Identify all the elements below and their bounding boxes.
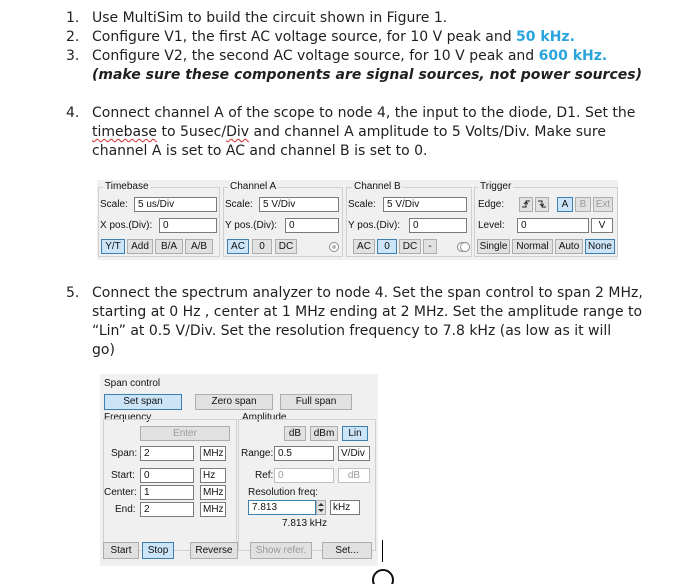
resolution-field[interactable]: 7.813 <box>248 500 316 515</box>
dbm-button[interactable]: dBm <box>310 426 338 441</box>
step-line: to 5usec/ <box>157 124 227 140</box>
step-text: Configure V2, the second AC voltage source, for 10 V peak and <box>92 48 539 64</box>
stop-button[interactable]: Stop <box>142 542 174 559</box>
step-number: 2. <box>66 29 80 45</box>
center-label: Center: <box>104 487 137 498</box>
step-text: Configure V1, the first AC voltage source, for 10 V peak and <box>92 29 517 45</box>
channel-a-radio[interactable] <box>329 242 339 252</box>
channel-b-ypos-field[interactable]: 0 <box>409 218 467 233</box>
channel-a-scale-field[interactable]: 5 V/Div <box>259 197 339 212</box>
channel-b-scale-label: Scale: <box>348 199 376 210</box>
channel-a-dc-button[interactable]: DC <box>275 239 297 254</box>
channel-b-dc-button[interactable]: DC <box>399 239 421 254</box>
yt-button[interactable]: Y/T <box>101 239 125 254</box>
circle-shape-icon <box>369 566 397 584</box>
timebase-title: Timebase <box>105 181 149 192</box>
start-unit[interactable]: Hz <box>200 468 226 483</box>
trigger-title: Trigger <box>480 181 512 192</box>
level-label: Level: <box>478 220 505 231</box>
reverse-button[interactable]: Reverse <box>190 542 238 559</box>
show-refer-button[interactable]: Show refer. <box>250 542 312 559</box>
span-control-title: Span control <box>104 378 161 389</box>
channel-a-ac-button[interactable]: AC <box>227 239 249 254</box>
timebase-xpos-label: X pos.(Div): <box>100 220 153 231</box>
step-line: starting at 0 Hz , center at 1 MHz ending at 2 MHz. Set the amplitude range to <box>92 304 643 320</box>
step-text: Use MultiSim to build the circuit shown in Figure 1. <box>92 10 448 26</box>
timebase-scale-label: Scale: <box>100 199 128 210</box>
db-button[interactable]: dB <box>284 426 306 441</box>
single-button[interactable]: Single <box>477 239 510 254</box>
edge-label: Edge: <box>478 199 505 210</box>
spellcheck-word: timebase <box>92 124 158 140</box>
ab-button[interactable]: A/B <box>185 239 213 254</box>
ref-label: Ref: <box>255 470 274 481</box>
trigger-ext-button[interactable]: Ext <box>593 197 613 212</box>
channel-a-zero-button[interactable]: 0 <box>252 239 272 254</box>
range-label: Range: <box>241 448 274 459</box>
lin-button[interactable]: Lin <box>342 426 368 441</box>
step-line: Connect the spectrum analyzer to node 4. Set the span control to span 2 MHz, <box>92 285 643 301</box>
frequency-highlight: 600 kHz. <box>538 48 608 64</box>
span-label: Span: <box>111 448 138 459</box>
step-5 <box>66 284 666 360</box>
channel-b-ypos-label: Y pos.(Div): <box>348 220 401 231</box>
step-line: channel A is set to AC and channel B is set to 0. <box>92 143 428 159</box>
ba-button[interactable]: B/A <box>155 239 183 254</box>
trigger-a-button[interactable]: A <box>557 197 573 212</box>
end-field[interactable]: 2 <box>140 502 194 517</box>
set-span-button[interactable]: Set span <box>104 394 182 410</box>
step-line: “Lin” at 0.5 V/Div. Set the resolution frequency to 7.8 kHz (as low as it will <box>92 323 612 339</box>
resolution-unit[interactable]: kHz <box>330 500 360 515</box>
step-4 <box>66 104 666 161</box>
resolution-readout: 7.813 kHz <box>282 518 328 529</box>
step-1 <box>66 9 666 28</box>
resolution-label: Resolution freq: <box>248 487 319 498</box>
amplitude-title: Amplitude <box>242 412 287 423</box>
center-field[interactable]: 1 <box>140 485 194 500</box>
ref-field[interactable]: 0 <box>274 468 334 483</box>
channel-b-ac-button[interactable]: AC <box>353 239 375 254</box>
add-button[interactable]: Add <box>127 239 153 254</box>
start-button[interactable]: Start <box>103 542 139 559</box>
step-line: go) <box>92 342 115 358</box>
resolution-spinner[interactable] <box>316 500 326 515</box>
span-field[interactable]: 2 <box>140 446 194 461</box>
center-unit[interactable]: MHz <box>200 485 226 500</box>
spinner-arrows-icon <box>317 501 325 514</box>
step-line: and channel A amplitude to 5 Volts/Div. Make sure <box>249 124 606 140</box>
trigger-radio[interactable] <box>460 242 470 252</box>
zero-span-button[interactable]: Zero span <box>195 394 273 410</box>
level-field[interactable]: 0 <box>517 218 589 233</box>
step-line: Connect channel A of the scope to node 4, the input to the diode, D1. Set the <box>92 105 636 121</box>
full-span-button[interactable]: Full span <box>280 394 352 410</box>
spectrum-analyzer-panel <box>100 374 378 566</box>
channel-b-scale-field[interactable]: 5 V/Div <box>383 197 467 212</box>
channel-b-minus-button[interactable]: - <box>423 239 437 254</box>
text-cursor <box>382 540 383 562</box>
none-button[interactable]: None <box>585 239 615 254</box>
normal-button[interactable]: Normal <box>512 239 553 254</box>
channel-a-ypos-label: Y pos.(Div): <box>225 220 278 231</box>
step-number: 3. <box>66 48 80 64</box>
spellcheck-word: Div <box>226 124 250 140</box>
step-note: (make sure these components are signal sources, not power sources) <box>92 67 642 83</box>
timebase-scale-field[interactable]: 5 us/Div <box>134 197 217 212</box>
range-field[interactable]: 0.5 <box>274 446 334 461</box>
ref-unit[interactable]: dB <box>338 468 370 483</box>
step-number: 5. <box>66 285 80 301</box>
channel-a-ypos-field[interactable]: 0 <box>285 218 339 233</box>
step-2 <box>66 28 666 47</box>
trigger-b-button[interactable]: B <box>575 197 591 212</box>
frequency-title: Frequency <box>104 412 152 423</box>
channel-b-zero-button[interactable]: 0 <box>377 239 397 254</box>
step-number: 4. <box>66 105 80 121</box>
channel-b-title: Channel B <box>354 181 401 192</box>
timebase-xpos-field[interactable]: 0 <box>159 218 217 233</box>
end-unit[interactable]: MHz <box>200 502 226 517</box>
channel-a-title: Channel A <box>230 181 277 192</box>
step-3 <box>66 47 666 85</box>
start-field[interactable]: 0 <box>140 468 194 483</box>
rising-edge-icon[interactable] <box>519 197 533 212</box>
channel-a-scale-label: Scale: <box>225 199 253 210</box>
set-button[interactable]: Set... <box>322 542 372 559</box>
scope-panel <box>97 180 618 260</box>
start-label: Start: <box>111 470 135 481</box>
end-label: End: <box>115 504 136 515</box>
falling-edge-icon[interactable] <box>535 197 549 212</box>
range-unit[interactable]: V/Div <box>338 446 370 461</box>
level-unit[interactable]: V <box>591 218 613 233</box>
frequency-highlight: 50 kHz. <box>516 29 575 45</box>
span-unit[interactable]: MHz <box>200 446 226 461</box>
auto-button[interactable]: Auto <box>555 239 583 254</box>
enter-button[interactable]: Enter <box>140 426 230 441</box>
step-number: 1. <box>66 10 80 26</box>
